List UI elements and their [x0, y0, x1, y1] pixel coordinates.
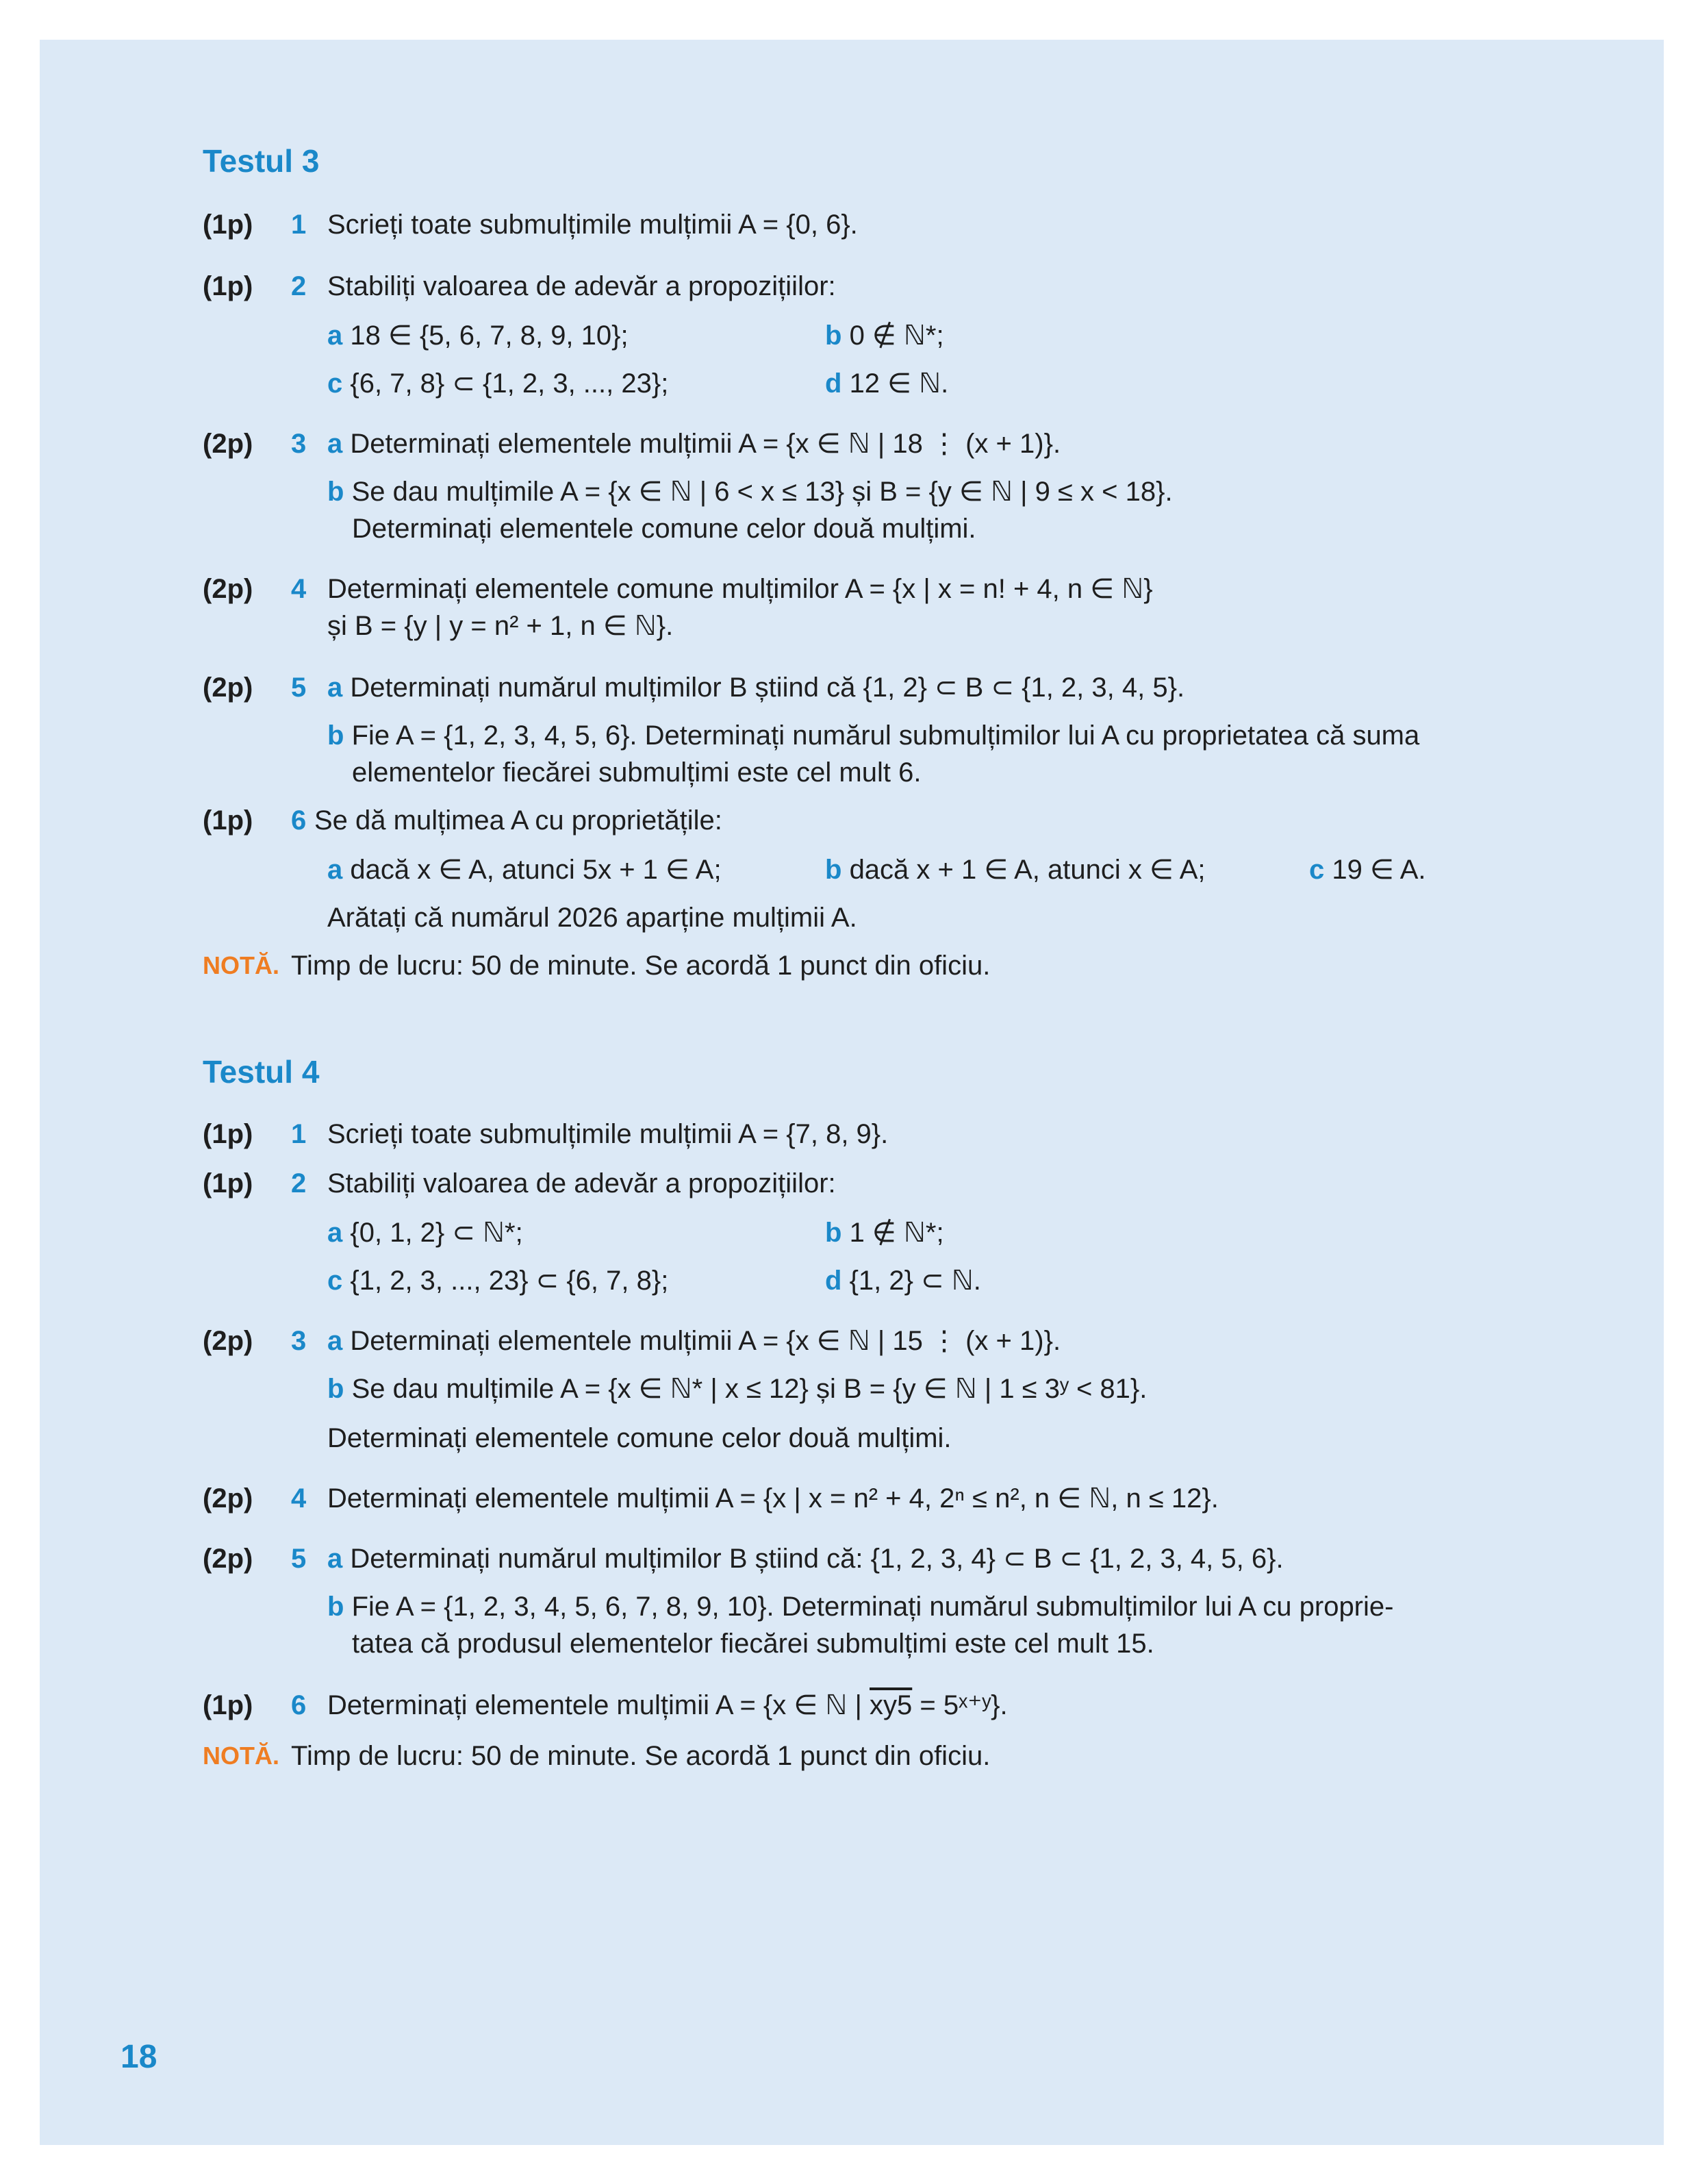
test3-q2c: [327, 370, 668, 397]
item-label: b: [825, 855, 842, 885]
test3-nota-text: Timp de lucru: 50 de minute. Se acordă 1 punct din oficiu.: [291, 951, 991, 981]
item-label: a: [327, 1326, 343, 1356]
item-label: b: [327, 1592, 344, 1622]
test4-q5b-line2: tatea că produsul elementelor fiecărei submulțimi este cel mult 15.: [352, 1629, 1154, 1659]
item-text: {1, 2} ⊂ ℕ.: [849, 1266, 981, 1296]
test4-q6-number: 6: [291, 1690, 307, 1720]
test3-q5-points: (2p): [203, 673, 253, 703]
test3-q2a: [327, 322, 629, 349]
test4-nota-label: NOTĂ.: [203, 1742, 279, 1770]
item-label: a: [327, 855, 343, 885]
test3-nota-label: NOTĂ.: [203, 951, 279, 979]
test4-q5a: [327, 1545, 1284, 1572]
item-label: a: [327, 1218, 343, 1248]
test3-q3b: [327, 478, 1173, 505]
item-text: 0 ∉ ℕ*;: [849, 321, 944, 351]
formula-suffix: = 5ˣ⁺ʸ}.: [912, 1690, 1008, 1720]
test4-q2-number: 2: [291, 1168, 307, 1198]
test4-q2c: [327, 1267, 668, 1294]
item-text: Determinați numărul mulțimilor B știind că: {1, 2, 3, 4} ⊂ B ⊂ {1, 2, 3, 4, 5, 6}.: [350, 1544, 1284, 1574]
item-text: Determinați numărul mulțimilor B știind că {1, 2} ⊂ B ⊂ {1, 2, 3, 4, 5}.: [350, 673, 1185, 703]
test3-q3-number: 3: [291, 429, 307, 459]
test4-q2a: [327, 1219, 523, 1246]
item-label: b: [825, 321, 842, 351]
item-label: c: [1309, 855, 1325, 885]
test4-q6-points: (1p): [203, 1690, 253, 1720]
test4-q6-text: [327, 1692, 1008, 1719]
test4-q5b: [327, 1593, 1393, 1620]
item-text: Determinați elementele mulțimii A = {x ∈ ℕ | 18 ⋮ (x + 1)}.: [350, 429, 1061, 459]
item-text: 12 ∈ ℕ.: [849, 368, 949, 399]
test3-q2d: [825, 370, 948, 397]
test3-q1-text: Scrieți toate submulțimile mulțimii A = {0, 6}.: [327, 210, 858, 240]
test4-q4-text: Determinați elementele mulțimii A = {x | x = n² + 4, 2ⁿ ≤ n², n ∈ ℕ, n ≤ 12}.: [327, 1483, 1219, 1514]
test3-q6-number: 6: [291, 805, 307, 836]
item-text: Determinați elementele mulțimii A = {x ∈ ℕ | 15 ⋮ (x + 1)}.: [350, 1326, 1061, 1356]
test3-q1-points: (1p): [203, 210, 253, 240]
item-text: 1 ∉ ℕ*;: [849, 1218, 944, 1248]
item-label: a: [327, 321, 343, 351]
test3-q3-points: (2p): [203, 429, 253, 459]
test3-q4-points: (2p): [203, 574, 253, 604]
item-text: {0, 1, 2} ⊂ ℕ*;: [350, 1218, 523, 1248]
test4-q3-points: (2p): [203, 1326, 253, 1356]
item-text: Fie A = {1, 2, 3, 4, 5, 6}. Determinați numărul submulțimilor lui A cu proprietatea că suma: [351, 720, 1420, 751]
item-label: b: [327, 720, 344, 751]
item-text: Se dau mulțimile A = {x ∈ ℕ* | x ≤ 12} și B = {y ∈ ℕ | 1 ≤ 3ʸ < 81}.: [351, 1374, 1148, 1404]
item-label: a: [327, 429, 343, 459]
test3-q6b: [825, 856, 1206, 883]
item-label: b: [825, 1218, 842, 1248]
item-text: {6, 7, 8} ⊂ {1, 2, 3, ..., 23};: [350, 368, 669, 399]
test4-q2d: [825, 1267, 981, 1294]
test3-q5a: [327, 674, 1184, 701]
test4-q2b: [825, 1219, 944, 1246]
test4-q2-text: Stabiliți valoarea de adevăr a propozițiilor:: [327, 1168, 836, 1198]
item-label: d: [825, 1266, 842, 1296]
test3-q3b-line2: Determinați elementele comune celor două mulțimi.: [352, 514, 976, 544]
page-number: 18: [121, 2039, 157, 2075]
test3-q2-points: (1p): [203, 271, 253, 301]
item-label: c: [327, 1266, 343, 1296]
test4-q4-number: 4: [291, 1483, 307, 1514]
formula-prefix: Determinați elementele mulțimii A = {x ∈ ℕ |: [327, 1690, 870, 1720]
item-label: d: [825, 368, 842, 399]
item-text: dacă x + 1 ∈ A, atunci x ∈ A;: [849, 855, 1206, 885]
test3-q5b: [327, 722, 1419, 749]
test3-q4-text-line2: și B = {y | y = n² + 1, n ∈ ℕ}.: [327, 611, 674, 641]
test3-title: Testul 3: [203, 143, 320, 179]
test3-q6-text: Se dă mulțimea A cu proprietățile:: [314, 805, 722, 836]
test4-title: Testul 4: [203, 1054, 320, 1090]
item-text: Fie A = {1, 2, 3, 4, 5, 6, 7, 8, 9, 10}. Determinați numărul submulțimilor lui A cu proprie-: [351, 1592, 1394, 1622]
test3-q6-conclusion: Arătați că numărul 2026 aparține mulțimii A.: [327, 903, 857, 933]
test4-nota-text: Timp de lucru: 50 de minute. Se acordă 1 punct din oficiu.: [291, 1741, 991, 1771]
item-label: b: [327, 1374, 344, 1404]
item-label: a: [327, 673, 343, 703]
item-text: Se dau mulțimile A = {x ∈ ℕ | 6 < x ≤ 13} și B = {y ∈ ℕ | 9 ≤ x < 18}.: [351, 477, 1173, 507]
item-text: dacă x ∈ A, atunci 5x + 1 ∈ A;: [350, 855, 722, 885]
test4-q5-number: 5: [291, 1544, 307, 1574]
test4-q5-points: (2p): [203, 1544, 253, 1574]
overline-number: xy5: [870, 1690, 913, 1720]
test4-q1-number: 1: [291, 1119, 307, 1149]
test4-q3a: [327, 1327, 1061, 1355]
test4-q3b: [327, 1375, 1147, 1403]
test3-q3a: [327, 430, 1061, 457]
test4-q1-points: (1p): [203, 1119, 253, 1149]
test4-q4-points: (2p): [203, 1483, 253, 1514]
test3-q1-number: 1: [291, 210, 307, 240]
test3-q2b: [825, 322, 944, 349]
test3-q5-number: 5: [291, 673, 307, 703]
test4-q3-number: 3: [291, 1326, 307, 1356]
item-label: a: [327, 1544, 343, 1574]
test3-q5b-line2: elementelor fiecărei submulțimi este cel mult 6.: [352, 757, 922, 788]
test3-q2-text: Stabiliți valoarea de adevăr a propozițiilor:: [327, 271, 836, 301]
test3-q6a: [327, 856, 722, 883]
test3-q4-number: 4: [291, 574, 307, 604]
item-label: b: [327, 477, 344, 507]
test3-q4-text: Determinați elementele comune mulțimilor A = {x | x = n! + 4, n ∈ ℕ}: [327, 574, 1153, 604]
item-text: 19 ∈ A.: [1332, 855, 1426, 885]
test4-q3b-line2: Determinați elementele comune celor două mulțimi.: [327, 1423, 952, 1453]
test3-q2-number: 2: [291, 271, 307, 301]
test4-q2-points: (1p): [203, 1168, 253, 1198]
item-text: {1, 2, 3, ..., 23} ⊂ {6, 7, 8};: [350, 1266, 669, 1296]
item-text: 18 ∈ {5, 6, 7, 8, 9, 10};: [350, 321, 629, 351]
test4-q1-text: Scrieți toate submulțimile mulțimii A = {7, 8, 9}.: [327, 1119, 889, 1149]
test3-q6c: [1309, 856, 1426, 883]
item-label: c: [327, 368, 343, 399]
test3-q6-points: (1p): [203, 805, 253, 836]
